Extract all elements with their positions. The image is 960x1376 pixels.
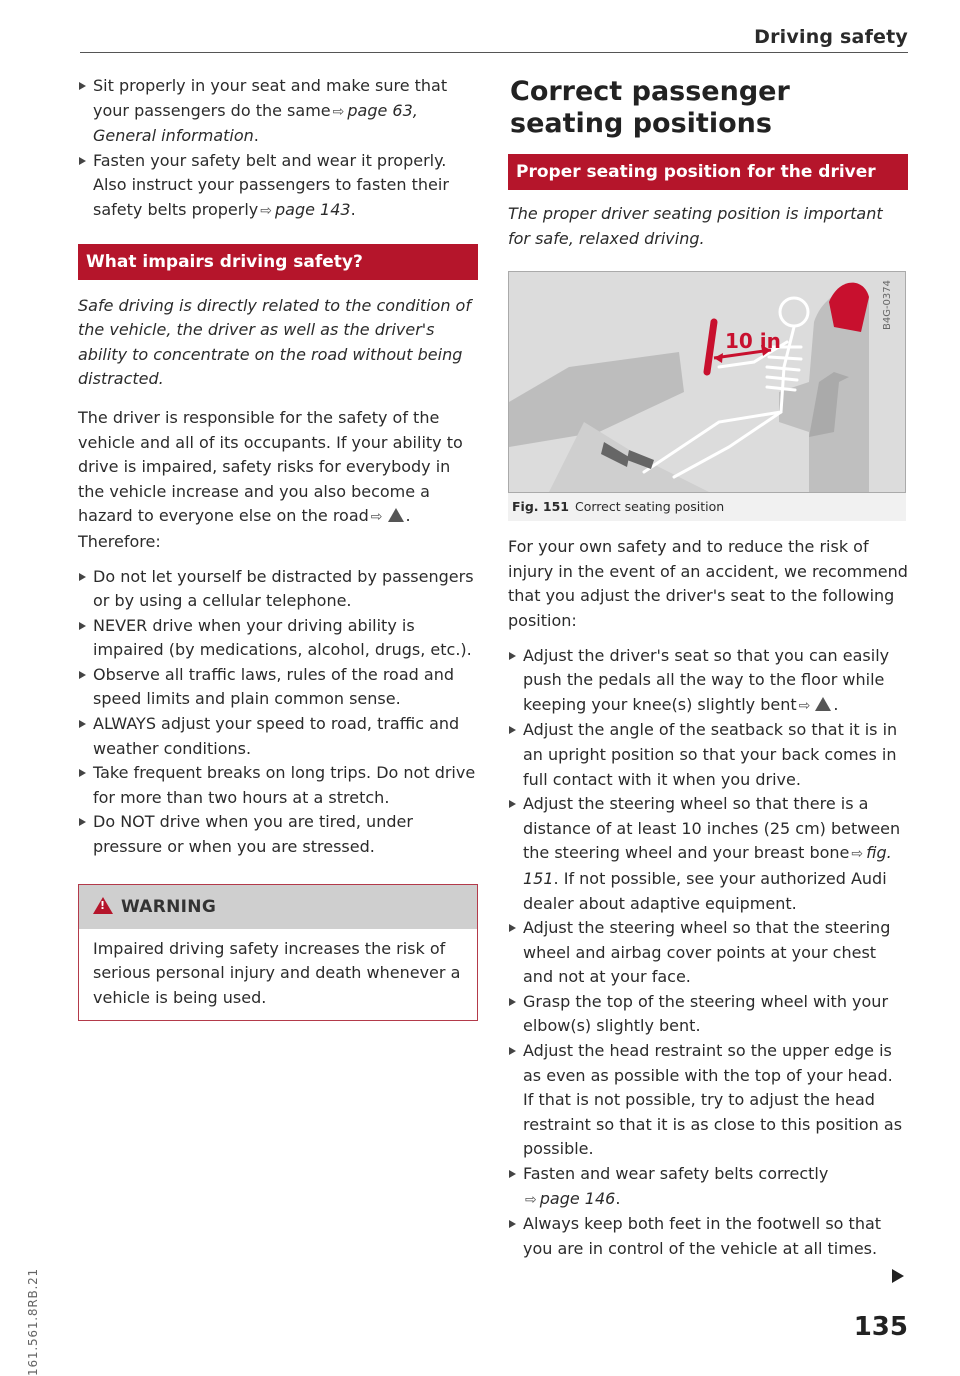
continue-arrow-icon xyxy=(892,1269,904,1283)
warning-header: !WARNING xyxy=(79,885,477,929)
chapter-title: Correct passenger seating positions xyxy=(510,76,790,139)
document-code: 161.561.8RB.21 xyxy=(26,1268,40,1376)
section-intro: Safe driving is directly related to the condition of the vehicle, the driver as well as the driver's ability to concentrate on the road without being distracted. xyxy=(78,295,471,389)
arrow-right-icon: ⇨ xyxy=(332,103,345,120)
list-item: Always keep both feet in the footwell so that you are in control of the vehicle at all times. xyxy=(508,1212,908,1261)
cross-reference-link[interactable]: fig. 151 xyxy=(523,843,892,888)
arrow-right-icon: ⇨ xyxy=(525,1191,537,1208)
warning-triangle-icon[interactable] xyxy=(388,508,404,522)
impairment-bullet-list xyxy=(78,565,478,860)
list-item: Grasp the top of the steering wheel with your elbow(s) slightly bent. xyxy=(508,990,908,1039)
list-item: Fasten your safety belt and wear it properly. Also instruct your passengers to fasten their safety belts properly ⇨ page 143. xyxy=(78,149,478,224)
right-column xyxy=(508,76,908,1261)
warning-text: Impaired driving safety increases the risk of serious personal injury and death whenever a vehicle is being used. xyxy=(93,938,461,1007)
arrow-right-icon: ⇨ xyxy=(370,509,383,526)
list-item: Observe all traffic laws, rules of the road and speed limits and plain common sense. xyxy=(78,663,478,712)
figure-image xyxy=(508,271,906,493)
header-rule xyxy=(80,52,908,53)
warning-box xyxy=(78,884,478,1022)
list-item: ALWAYS adjust your speed to road, traffic and weather conditions. xyxy=(78,712,478,761)
list-item: Adjust the head restraint so the upper edge is as even as possible with the top of your head. If that is not possible, try to adjust the head restraint so that it is as close to this position as possible. xyxy=(508,1039,908,1162)
list-item: Do not let yourself be distracted by passengers or by using a cellular telephone. xyxy=(78,565,478,614)
cross-reference-link[interactable]: page 63, General information xyxy=(93,100,418,146)
list-item: NEVER drive when your driving ability is impaired (by medications, alcohol, drugs, etc.). xyxy=(78,614,478,663)
cross-reference-link[interactable]: page 146 xyxy=(539,1188,616,1208)
body-paragraph: For your own safety and to reduce the risk of injury in the event of an accident, we recommend that you adjust the driver's seat to the following position: xyxy=(508,537,908,630)
section-heading: What impairs driving safety? xyxy=(78,244,478,280)
intro-bullet-list xyxy=(78,74,478,224)
arrow-right-icon: ⇨ xyxy=(260,202,272,219)
list-item: Do NOT drive when you are tired, under pressure or when you are stressed. xyxy=(78,810,478,859)
cross-reference-link[interactable]: page 143 xyxy=(274,199,351,219)
warning-triangle-icon xyxy=(93,897,113,914)
list-item: Adjust the angle of the seatback so that it is in an upright position so that your back comes in full contact with it when you drive. xyxy=(508,718,908,792)
list-item: Adjust the steering wheel so that the steering wheel and airbag cover points at your chest and not at your face. xyxy=(508,916,908,990)
left-column xyxy=(78,74,478,1021)
running-header: Driving safety xyxy=(754,26,908,48)
arrow-right-icon: ⇨ xyxy=(851,846,864,863)
section-intro: The proper driver seating position is important for safe, relaxed driving. xyxy=(508,204,883,248)
list-item: Adjust the steering wheel so that there is a distance of at least 10 inches (25 cm) between the steering wheel and your breast bone ⇨ fig. 151. If not possible, see your authorized Audi dealer about adaptive equipment. xyxy=(508,792,908,916)
figure-caption: Fig. 151 Correct seating position xyxy=(508,493,906,521)
list-item: Sit properly in your seat and make sure that your passengers do the same ⇨ page 63, General information. xyxy=(78,74,478,149)
seating-bullet-list xyxy=(508,644,908,1262)
warning-triangle-icon[interactable] xyxy=(815,697,831,711)
list-item: Take frequent breaks on long trips. Do not drive for more than two hours at a stretch. xyxy=(78,761,478,810)
distance-label: 10 in xyxy=(725,329,781,354)
body-paragraph: The driver is responsible for the safety of the vehicle and all of its occupants. If your ability to drive is impaired, safety risks for everybody in the vehicle increase and you also become a hazard to everyone else on the road ⇨ . Therefore: xyxy=(78,407,463,551)
list-item: Fasten and wear safety belts correctly ⇨ page 146. xyxy=(508,1162,908,1212)
page-number: 135 xyxy=(853,1312,908,1342)
seating-position-illustration xyxy=(509,272,905,492)
arrow-right-icon: ⇨ xyxy=(798,697,811,714)
figure-code: B4G-0374 xyxy=(882,280,894,331)
section-heading: Proper seating position for the driver xyxy=(508,154,908,190)
list-item: Adjust the driver's seat so that you can easily push the pedals all the way to the floor while keeping your knee(s) slightly bent ⇨ . xyxy=(508,644,908,719)
